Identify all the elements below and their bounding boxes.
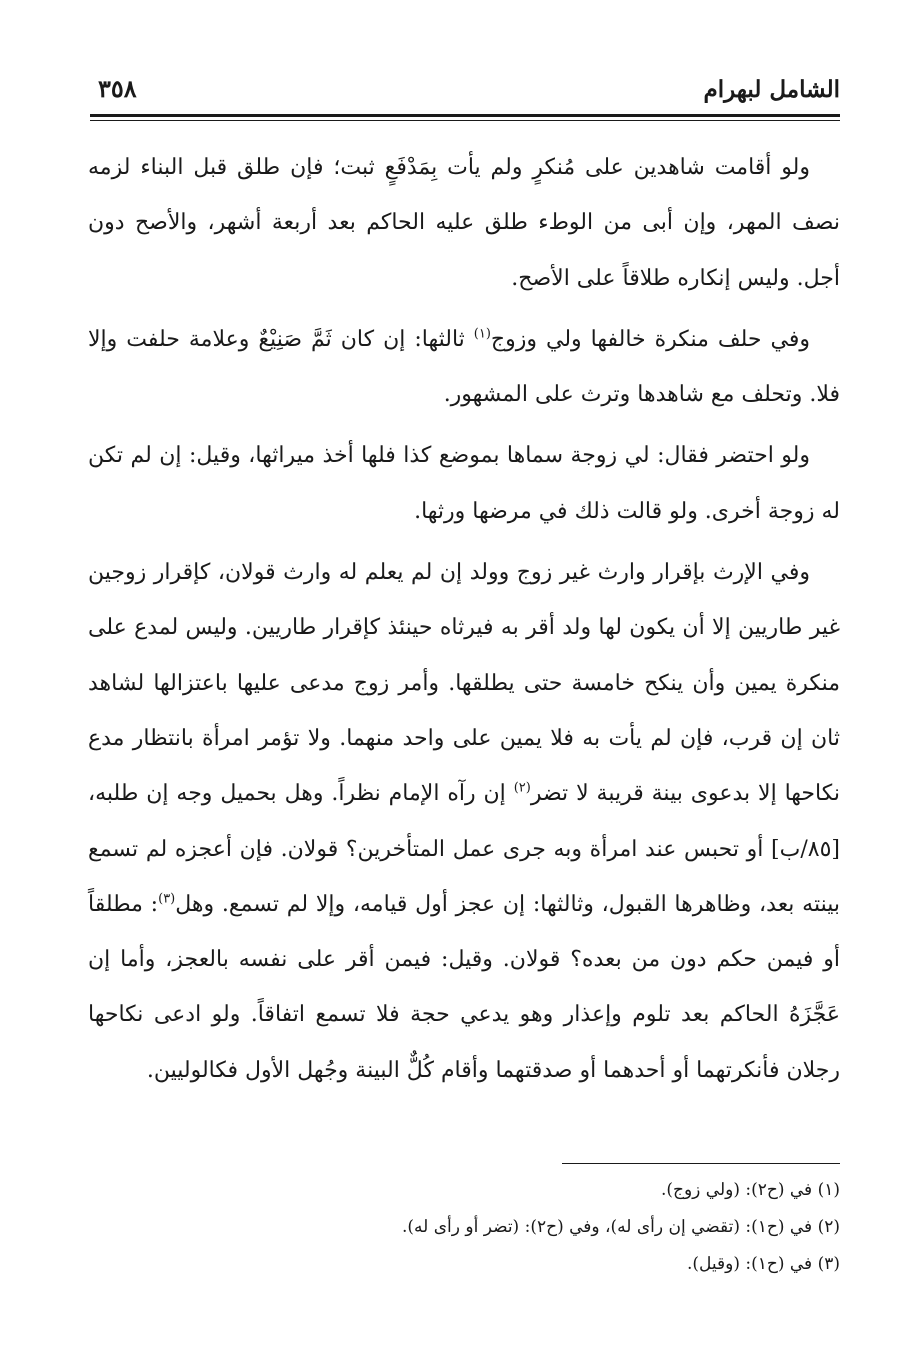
footnote-marker: (٣) (158, 891, 176, 907)
running-title: الشامل لبهرام (703, 76, 840, 103)
paragraph-text: ولو احتضر فقال: لي زوجة سماها بموضع كذا فلها أخذ ميراثها، وقيل: إن لم تكن له زوجة أخرى. ولو قالت ذلك في مرضها ورثها. (88, 443, 840, 524)
paragraph-text: إن رآه الإمام نظراً. وهل بحميل وجه إن طلبه، [٨٥/ب] أو تحبس عند امرأة وبه جرى عمل المتأخرين؟ قولان. فإن أعجزه لم تسمع بينته بعد، وظاهرها القبول، وثالثها: إن عجز أول قيامه، وإلا لم تسمع. وهل (88, 781, 840, 917)
paragraph-text: ولو أقامت شاهدين على مُنكرٍ ولم يأت بِمَدْفَعٍ ثبت؛ فإن طلق قبل البناء لزمه نصف المهر، وإن أبى من الوطء طلق عليه الحاكم بعد أربعة أشهر، والأصح دون أجل. وليس إنكاره طلاقاً على الأصح. (88, 155, 840, 291)
footnote-separator (562, 1163, 840, 1164)
footnote: (٢) في (ح١): (تقضي إن رأى له)، وفي (ح٢): (تضر أو رأى له). (401, 1217, 840, 1237)
paragraph-text: وفي حلف منكرة خالفها ولي وزوج (490, 326, 810, 352)
paragraph-text: : مطلقاً أو فيمن حكم دون من بعده؟ قولان. وقيل: فيمن أقر على نفسه بالعجز، وأما إن عَجَّزَهُ الحاكم بعد تلوم وإعذار وهو يدعي حجة فلا تسمع اتفاقاً. ولو ادعى نكاحها رجلان فأنكرتهما أو أحدهما أو صدقتهما وأقام كُلٌّ البينة وجُهل الأول فكالوليين. (88, 891, 840, 1083)
paragraph-text: ثالثها: إن كان ثَمَّ صَنِيْعٌ وعلامة حلفت وإلا فلا. وتحلف مع شاهدها وترث على المشهور. (88, 326, 840, 408)
paragraph-text: وفي الإرث بإقرار وارث غير زوج وولد إن لم يعلم له وارث قولان، كإقرار زوجين غير طاريين إلا أن يكون لها ولد أقر به فيرثاه حينئذ كإقرار طاريين. وليس لمدع على منكرة يمين وأن ينكح خامسة حتى يطلقها. وأمر زوج مدعى عليها باعتزالها لشاهد ثان إن قرب، فإن لم يأت به فلا يمين على واحد منهما. ولا تؤمر امرأة بانتظار مدع نكاحها إلا بدعوى بينة قريبة لا تضر (88, 560, 840, 807)
footnote-marker: (١) (473, 326, 491, 342)
main-text (88, 140, 840, 1098)
paragraph (88, 545, 840, 1098)
paragraph (88, 140, 840, 306)
footnote-marker: (٢) (513, 780, 531, 796)
header-rule-thick (90, 114, 840, 117)
page-header (90, 64, 840, 114)
footnotes (100, 1172, 840, 1283)
page-number: ٣٥٨ (98, 74, 137, 103)
header-rule-thin (90, 120, 840, 121)
footnote: (٣) في (ح١): (وقيل). (686, 1254, 840, 1274)
paragraph (88, 312, 840, 423)
footnote: (١) في (ح٢): (ولي زوج). (660, 1180, 840, 1200)
paragraph (88, 428, 840, 539)
